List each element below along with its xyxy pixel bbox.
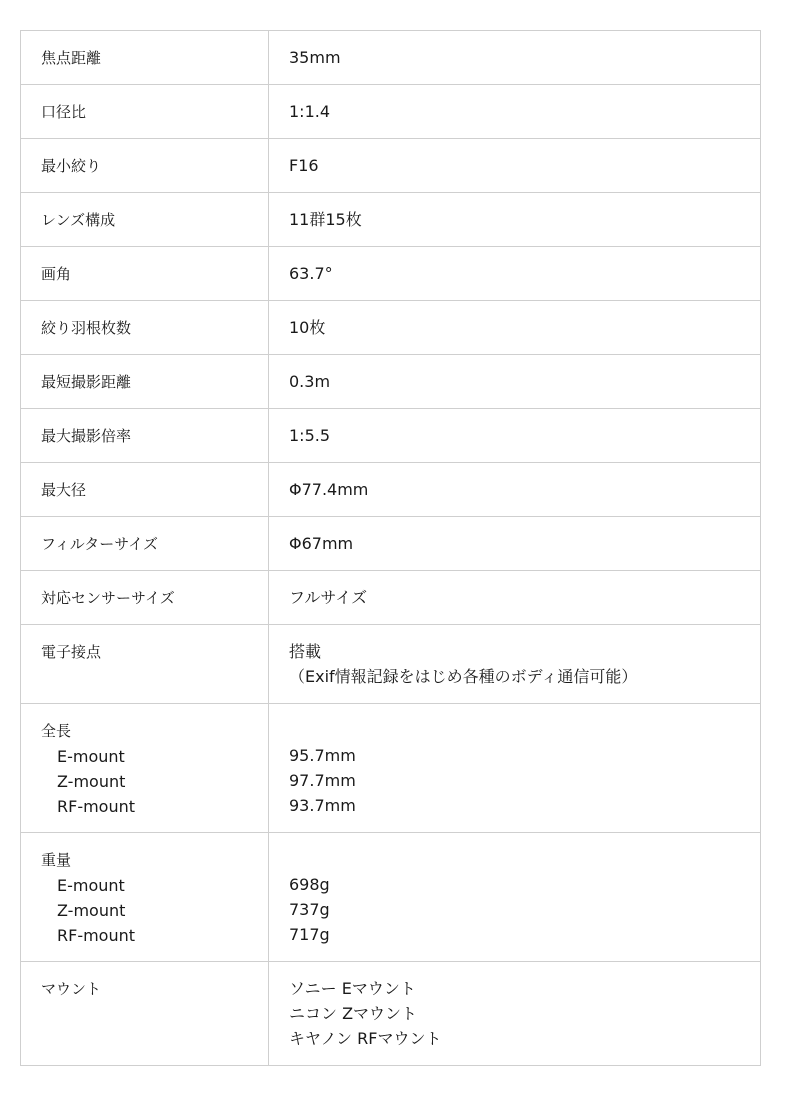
spec-value: 11群15枚 [269, 193, 761, 247]
spec-value: フルサイズ [269, 571, 761, 625]
spec-row-angle-of-view [21, 247, 761, 301]
spec-value [269, 962, 761, 1066]
weight-value: 698g [289, 875, 330, 894]
spec-row-min-focus-distance [21, 355, 761, 409]
spec-table [20, 30, 761, 1066]
spec-row-aperture-ratio [21, 85, 761, 139]
weight-value: 737g [289, 900, 330, 919]
spec-label: 最大撮影倍率 [21, 409, 269, 463]
spec-value [269, 625, 761, 704]
spec-value: 1:1.4 [269, 85, 761, 139]
spec-label: マウント [21, 962, 269, 1066]
mount-name: E-mount [57, 876, 125, 895]
spec-row-max-magnification [21, 409, 761, 463]
spec-label: 焦点距離 [21, 31, 269, 85]
spec-row-weight [21, 833, 761, 962]
spec-value: F16 [269, 139, 761, 193]
spec-label: 最小絞り [21, 139, 269, 193]
mount-name: Z-mount [57, 901, 126, 920]
spec-row-max-diameter [21, 463, 761, 517]
mount-name: RF-mount [57, 797, 136, 816]
mount-name: Z-mount [57, 772, 126, 791]
spec-row-focal-length [21, 31, 761, 85]
spec-value: Φ67mm [269, 517, 761, 571]
spec-value: Φ77.4mm [269, 463, 761, 517]
spec-row-overall-length [21, 704, 761, 833]
spec-label: 最短撮影距離 [21, 355, 269, 409]
spec-value: 10枚 [269, 301, 761, 355]
spec-value [269, 833, 761, 962]
spec-label: 対応センサーサイズ [21, 571, 269, 625]
mount-value: ソニー Eマウント [289, 979, 416, 998]
spec-value: 0.3m [269, 355, 761, 409]
spec-value [269, 704, 761, 833]
spec-row-min-aperture [21, 139, 761, 193]
spec-row-sensor-size [21, 571, 761, 625]
spec-label: 口径比 [21, 85, 269, 139]
contacts-line-1: 搭載 [289, 642, 322, 661]
spec-label: フィルターサイズ [21, 517, 269, 571]
spec-label [21, 704, 269, 833]
spec-value: 35mm [269, 31, 761, 85]
spec-label: 電子接点 [21, 625, 269, 704]
spec-value: 1:5.5 [269, 409, 761, 463]
spec-label: 絞り羽根枚数 [21, 301, 269, 355]
length-value: 93.7mm [289, 796, 356, 815]
length-label: 全長 [41, 722, 72, 740]
spec-label: 最大径 [21, 463, 269, 517]
mount-name: RF-mount [57, 926, 136, 945]
spec-label [21, 833, 269, 962]
weight-label: 重量 [41, 851, 72, 869]
spec-row-filter-size [21, 517, 761, 571]
spec-row-mount [21, 962, 761, 1066]
spec-row-electronic-contacts [21, 625, 761, 704]
mount-name: E-mount [57, 747, 125, 766]
mount-value: ニコン Zマウント [289, 1004, 418, 1023]
spec-row-lens-construction [21, 193, 761, 247]
spec-row-aperture-blades [21, 301, 761, 355]
spec-label: 画角 [21, 247, 269, 301]
mount-value: キヤノン RFマウント [289, 1029, 442, 1048]
spec-label: レンズ構成 [21, 193, 269, 247]
length-value: 97.7mm [289, 771, 356, 790]
weight-value: 717g [289, 925, 330, 944]
length-value: 95.7mm [289, 746, 356, 765]
spec-value: 63.7° [269, 247, 761, 301]
contacts-line-2: （Exif情報記録をはじめ各種のボディ通信可能） [289, 667, 638, 686]
